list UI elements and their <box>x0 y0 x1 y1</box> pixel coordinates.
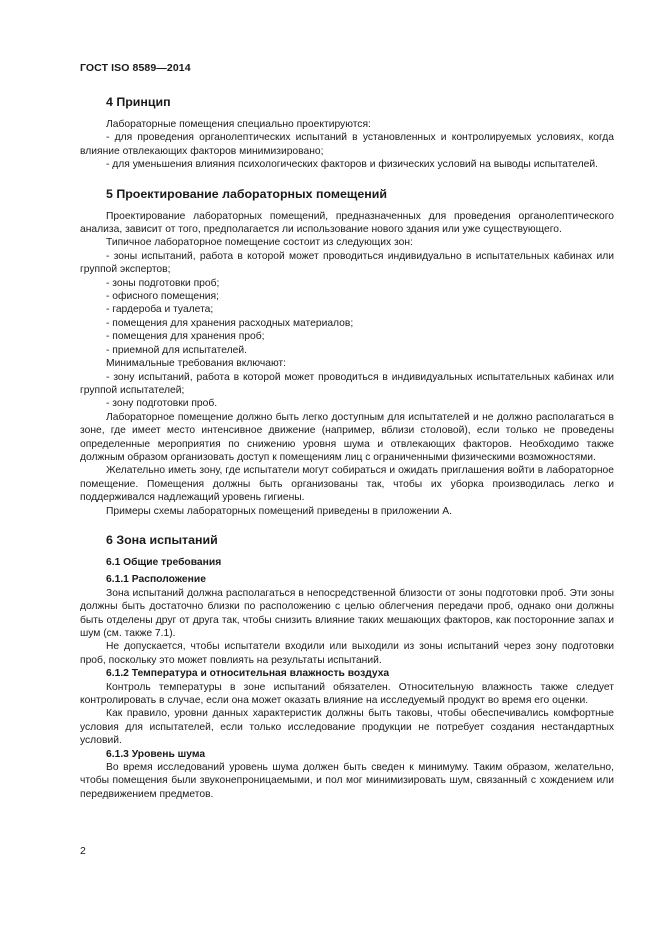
list-item: - зоны подготовки проб; <box>106 277 220 289</box>
subsection-6-1-3-title: 6.1.3 Уровень шума <box>106 748 206 760</box>
page-content <box>80 95 614 801</box>
list-item: - приемной для испытателей. <box>106 344 247 356</box>
paragraph: Проектирование лабораторных помещений, предназначенных для проведения органолептического анализа, зависит от того, предполагается ли использование нового здания или уже существующего. <box>80 210 614 236</box>
page-number: 2 <box>80 845 86 857</box>
list-item: - зону подготовки проб. <box>106 398 218 410</box>
paragraph: Желательно иметь зону, где испытатели могут собираться и ожидать приглашения войти в лабораторное помещение. Помещения должны быть организованы так, чтобы их уборка производилась легко и поддерживался надлежащий уровень гигиены. <box>80 465 614 504</box>
paragraph: Лабораторные помещения специально проектируются: <box>106 119 371 130</box>
paragraph: Примеры схемы лабораторных помещений приведены в приложении А. <box>106 505 453 517</box>
paragraph: Лабораторное помещение должно быть легко доступным для испытателей и не должно располагаться в зоне, где имеет место интенсивное движение (например, вблизи столовой), если только не проведены определенные мероприятия по снижению уровня шума и отвлекающих факторов. Необходимо также должным образом организовать доступ к помещениям лиц с ограниченными физическими возможностями. <box>80 411 614 463</box>
paragraph: Зона испытаний должна располагаться в непосредственной близости от зоны подготовки проб. Эти зоны должны быть достаточно близки по расположению с целью облегчения передачи проб, однако они должны быть отделены друг от друга так, чтобы снизить влияние таких мешающих факторов, как посторонние запах и шум (см. также 7.1). <box>80 587 614 639</box>
list-item: - офисного помещения; <box>106 291 219 303</box>
paragraph: Контроль температуры в зоне испытаний обязателен. Относительную влажность также следует контролировать в случае, если она может оказать влияние на исследуемый продукт во время его оценки. <box>80 681 614 707</box>
subsection-6-1-2-title: 6.1.2 Температура и относительная влажность воздуха <box>106 668 390 680</box>
list-item: - зону испытаний, работа в которой может проводиться в индивидуальных испытательных кабинах или группой испытателей; <box>80 371 614 396</box>
list-item: - гардероба и туалета; <box>106 304 214 316</box>
list-item: - помещения для хранения расходных материалов; <box>106 317 354 329</box>
paragraph: Минимальные требования включают: <box>106 358 287 370</box>
section-5-title: 5 Проектирование лабораторных помещений <box>106 186 387 201</box>
list-item: - зоны испытаний, работа в которой может проводиться индивидуально в испытательных кабинах или группой экспертов; <box>80 250 614 276</box>
document-header: ГОСТ ISO 8589—2014 <box>80 62 191 74</box>
paragraph: Не допускается, чтобы испытатели входили или выходили из зоны испытаний через зону подготовки проб, поскольку это может повлиять на результаты испытаний. <box>80 641 614 666</box>
section-6-title: 6 Зона испытаний <box>106 532 218 547</box>
paragraph: Во время исследований уровень шума должен быть сведен к минимуму. Таким образом, желательно, чтобы помещения были звуконепроницаемыми, и пол мог минимизировать шум, связанный с хождением или передвижением предметов. <box>80 762 614 800</box>
section-4-title: 4 Принцип <box>106 95 171 109</box>
paragraph: Как правило, уровни данных характеристик должны быть таковы, чтобы обеспечивались комфортные условия для испытателей, если только исследование продукции не потребует создания нестандартных условий. <box>80 708 614 747</box>
subsection-6-1-1-title: 6.1.1 Расположение <box>106 574 206 586</box>
subsection-6-1-title: 6.1 Общие требования <box>106 556 222 568</box>
list-item: - помещения для хранения проб; <box>106 331 265 343</box>
paragraph: - для проведения органолептических испытаний в установленных и контролируемых условиях, когда влияние отвлекающих факторов минимизировано; <box>80 132 614 157</box>
paragraph: Типичное лабораторное помещение состоит из следующих зон: <box>106 237 413 249</box>
paragraph: - для уменьшения влияния психологических факторов и физических условий на выводы испытателей. <box>106 159 599 171</box>
